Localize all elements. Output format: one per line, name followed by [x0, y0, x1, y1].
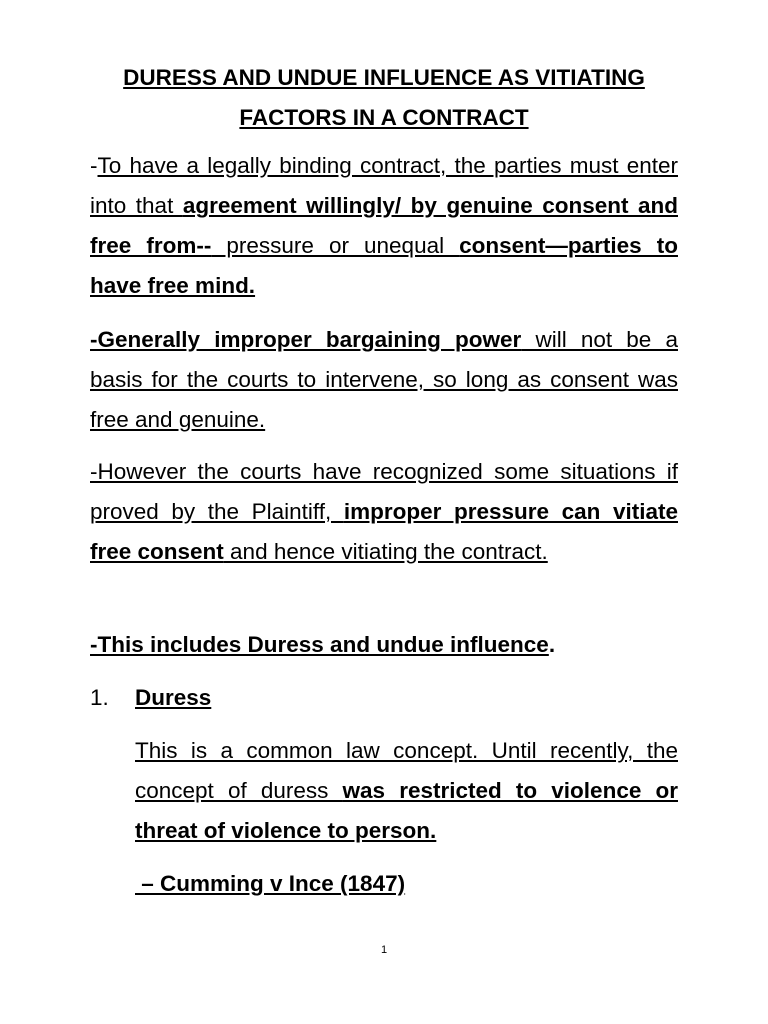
page-number: 1: [380, 944, 388, 956]
paragraph-improper-pressure: [90, 452, 678, 572]
list-number: 1.: [90, 685, 109, 710]
bold-run: agreement willingly/ by genuine consent and free from--: [90, 193, 678, 258]
text-run: will not be a basis for the courts to intervene, so long as consent was free and genuine.: [90, 327, 678, 432]
list-heading-duress: Duress: [135, 685, 212, 710]
text-run: pressure or unequal: [211, 233, 460, 258]
paragraph-bargaining-power: [90, 320, 678, 440]
text-run: and hence vitiating the contract.: [223, 539, 548, 564]
case-citation: – Cumming v Ince (1847): [135, 871, 406, 896]
paragraph-consent: [90, 146, 678, 306]
text-run: -However the courts have recognized some situations if proved by the Plaintiff,: [90, 459, 678, 524]
bold-run: improper pressure can vitiate free consent: [90, 499, 678, 564]
text-run: .: [548, 632, 556, 657]
dash: -: [90, 153, 98, 178]
document-title: [90, 58, 678, 138]
title-line-2: FACTORS IN A CONTRACT: [239, 105, 529, 130]
bold-run: -Generally improper bargaining power: [90, 327, 522, 352]
text-run: This is a common law concept. Until recently, the concept of duress: [135, 738, 678, 803]
bold-run: -This includes Duress and undue influence: [90, 632, 549, 657]
bold-run: was restricted to violence or threat of violence to person.: [135, 778, 678, 843]
paragraph-duress-definition: [135, 731, 678, 851]
title-line-1: DURESS AND UNDUE INFLUENCE AS VITIATING: [123, 65, 645, 90]
bold-run: consent—parties to have free mind.: [90, 233, 678, 298]
text-run: To have a legally binding contract, the parties must enter into that: [90, 153, 678, 218]
paragraph-includes: [90, 625, 678, 665]
